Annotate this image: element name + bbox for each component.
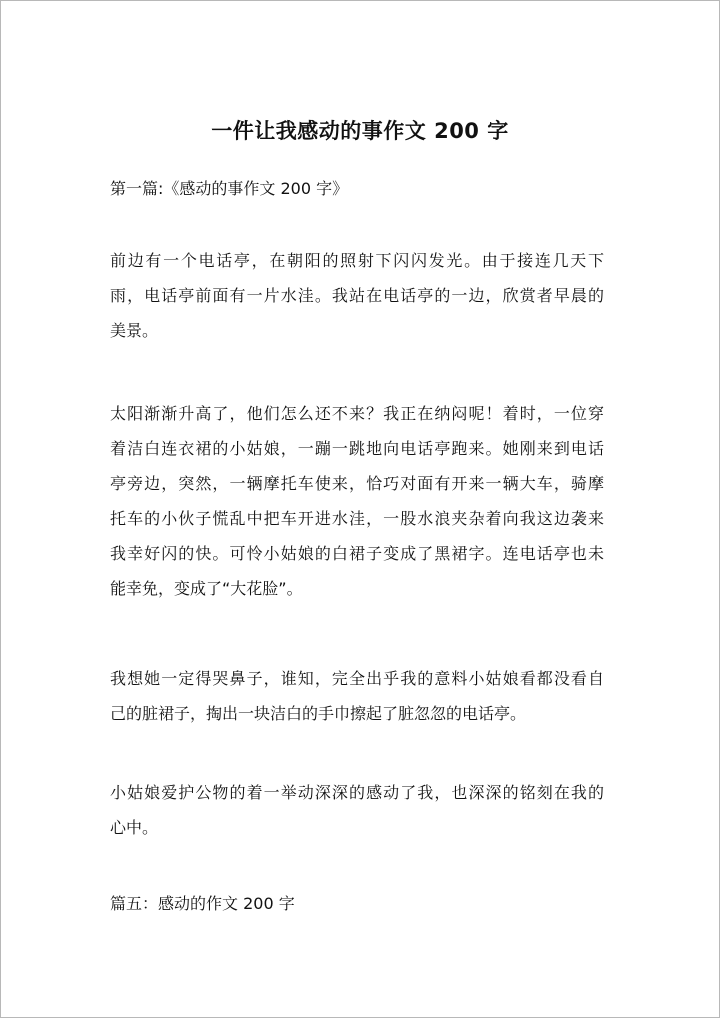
section-heading-1: 第一篇:《感动的事作文 200 字》 xyxy=(110,179,349,198)
paragraph-line: 我想她一定得哭鼻子，谁知，完全出乎我的意料小姑娘看都没看自 xyxy=(110,669,604,688)
paragraph-line: 能幸免，变成了“大花脸”。 xyxy=(110,579,303,598)
paragraph-3 xyxy=(110,661,604,731)
paragraph-line: 太阳渐渐升高了，他们怎么还不来？我正在纳闷呢！着时，一位穿 xyxy=(110,404,604,423)
section-heading-5: 篇五：感动的作文 200 字 xyxy=(110,894,295,913)
paragraph-line: 前边有一个电话亭，在朝阳的照射下闪闪发光。由于接连几天下 xyxy=(110,251,604,270)
paragraph-line: 托车的小伙子慌乱中把车开进水洼，一股水浪夹杂着向我这边袭来 xyxy=(110,509,604,528)
page-title: 一件让我感动的事作文 200 字 xyxy=(211,119,509,143)
paragraph-line: 着洁白连衣裙的小姑娘，一蹦一跳地向电话亭跑来。她刚来到电话 xyxy=(110,439,604,458)
paragraph-line: 美景。 xyxy=(110,321,159,340)
paragraph-line: 雨，电话亭前面有一片水洼。我站在电话亭的一边，欣赏者早晨的 xyxy=(110,286,604,305)
paragraph-2 xyxy=(110,396,604,606)
paragraph-line: 我幸好闪的快。可怜小姑娘的白裙子变成了黑裙字。连电话亭也未 xyxy=(110,544,604,563)
paragraph-4 xyxy=(110,775,604,845)
paragraph-line: 心中。 xyxy=(110,818,159,837)
paragraph-line: 亭旁边，突然，一辆摩托车使来，恰巧对面有开来一辆大车，骑摩 xyxy=(110,474,604,493)
paragraph-1 xyxy=(110,243,604,348)
paragraph-line: 己的脏裙子，掏出一块洁白的手巾擦起了脏忽忽的电话亭。 xyxy=(110,704,527,723)
paragraph-line: 小姑娘爱护公物的着一举动深深的感动了我，也深深的铭刻在我的 xyxy=(110,783,604,802)
